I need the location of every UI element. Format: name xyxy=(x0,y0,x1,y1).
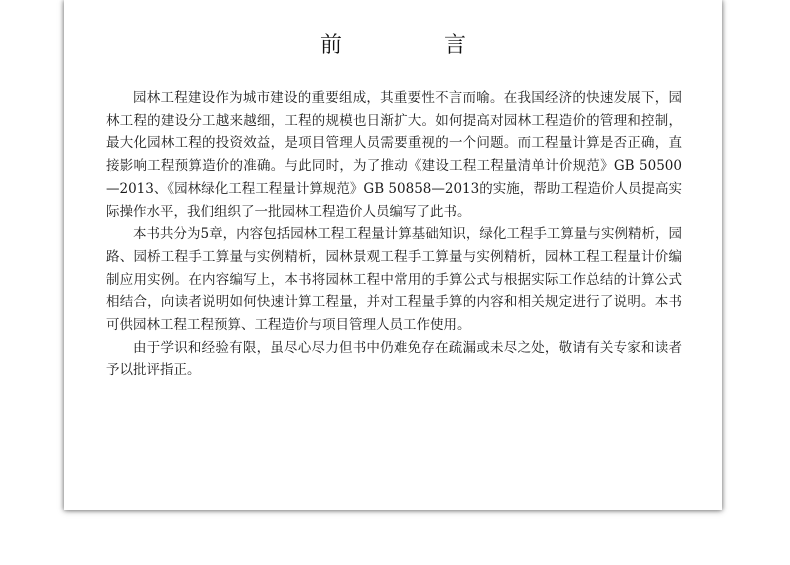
preface-body xyxy=(106,87,682,382)
paragraph-3: 由于学识和经验有限，虽尽心尽力但书中仍难免存在疏漏或未尽之处，敬请有关专家和读者予以批评指正。 xyxy=(106,339,682,379)
paragraph-1: 园林工程建设作为城市建设的重要组成，其重要性不言而喻。在我国经济的快速发展下，园林工程的建设分工越来越细，工程的规模也日渐扩大。如何提高对园林工程造价的管理和控制，最大化园林工程的投资效益，是项目管理人员需要重视的一个问题。而工程量计算是否正确，直接影响工程预算造价的准确。与此同时，为了推动《建设工程工程量清单计价规范》GB 50500—2013、《园林绿化工程工程量计算规范》GB 50858—2013的实施，帮助工程造价人员提高实际操作水平，我们组织了一批园林工程造价人员编写了此书。 xyxy=(106,90,682,220)
paragraph-2: 本书共分为5章，内容包括园林工程工程量计算基础知识，绿化工程手工算量与实例精析，园路、园桥工程手工算量与实例精析，园林景观工程手工算量与实例精析，园林工程工程量计价编制应用实例。在内容编写上，本书将园林工程中常用的手算公式与根据实际工作总结的计算公式相结合，向读者说明如何快速计算工程量，并对工程量手算的内容和相关规定进行了说明。本书可供园林工程工程预算、工程造价与项目管理人员工作使用。 xyxy=(106,226,682,334)
document-page xyxy=(64,0,722,510)
page-title: 前 言 xyxy=(319,33,506,58)
